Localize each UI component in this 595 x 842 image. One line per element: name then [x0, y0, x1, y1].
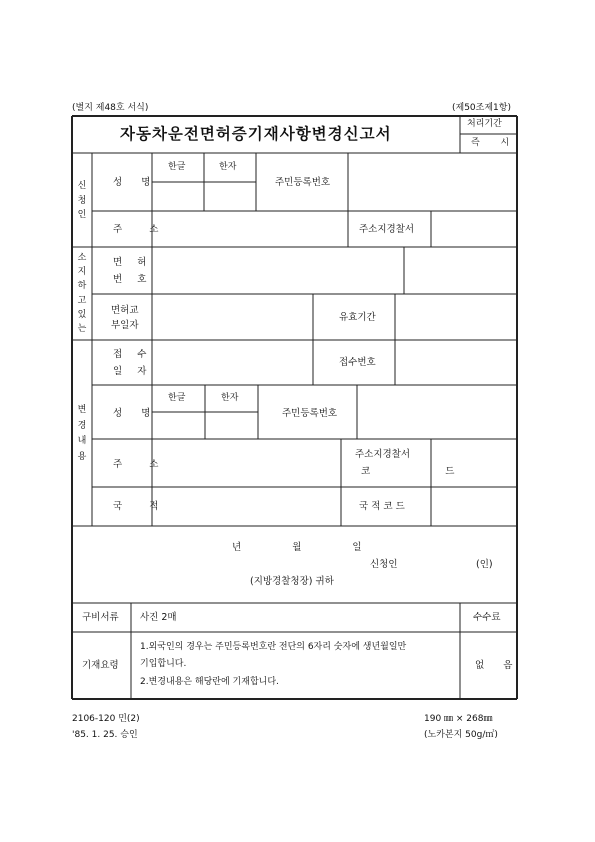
new-hanja-name-field[interactable] [206, 413, 257, 438]
nationality-label: 국 적 [113, 501, 171, 512]
seal-mark: (인) [476, 559, 493, 570]
instructions-label: 기재요령 [82, 660, 119, 671]
form-title: 자동차운전면허증기재사항변경신고서 [120, 125, 392, 143]
instruction-line-1: 1.외국인의 경우는 주민등록번호란 전단의 6자리 숫자에 생년월일만 [140, 642, 407, 652]
new-hangul-name-field[interactable] [153, 413, 204, 438]
hangul-label: 한글 [168, 162, 186, 172]
issue-date-label-2: 부일자 [111, 320, 139, 331]
processing-period-label: 처리기간 [467, 119, 502, 129]
receipt-number-field[interactable] [396, 341, 516, 384]
new-hanja-label: 한자 [221, 393, 239, 403]
form-code: 2106-120 민(2) [72, 714, 140, 724]
new-address-label: 주 소 [113, 459, 171, 470]
valid-period-field[interactable] [396, 295, 516, 339]
new-address-field[interactable] [153, 440, 340, 486]
section-change-details: 변 경 내 용 [77, 405, 87, 462]
receipt-date-label-1: 접 수 [113, 349, 153, 360]
new-name-label: 성 명 [113, 408, 159, 419]
license-number-label-1: 면 허 [113, 257, 153, 268]
license-number-label-2: 번 호 [113, 274, 153, 285]
fee-label: 수수료 [473, 612, 501, 623]
section-current-license: 소 지 하 고 있 는 [77, 253, 87, 334]
receipt-number-label: 접수번호 [339, 357, 376, 368]
issue-date-field[interactable] [153, 295, 312, 339]
paper-size: 190 ㎜ × 268㎜ [424, 714, 493, 724]
paper-type: (노카본지 50g/㎡) [424, 730, 498, 740]
receipt-date-label-2: 일 자 [113, 366, 153, 377]
issue-date-label-1: 면허교 [111, 305, 139, 316]
name-label: 성 명 [113, 177, 159, 188]
instruction-line-2: 기입합니다. [140, 659, 187, 669]
instruction-line-3: 2.변경내용은 해당란에 기재합니다. [140, 677, 279, 687]
valid-period-label: 유효기간 [339, 312, 376, 323]
nationality-code-label: 국 적 코 드 [359, 501, 405, 512]
new-resident-number-field[interactable] [358, 386, 516, 438]
required-documents-value: 사진 2매 [140, 612, 177, 623]
license-number-field[interactable] [153, 248, 403, 293]
police-office-label: 주소지경찰서 [359, 224, 415, 235]
fee-value: 없 음 [475, 660, 521, 671]
processing-period-value: 즉 시 [471, 138, 519, 148]
police-code-label-2: 코 드 [361, 466, 491, 477]
form-number: (별지 제48호 서식) [72, 103, 149, 113]
new-hangul-label: 한글 [168, 393, 186, 403]
hanja-name-field[interactable] [205, 183, 255, 210]
required-documents-label: 구비서류 [82, 612, 119, 623]
date-line: 년 월 일 [232, 542, 362, 553]
address-field[interactable] [153, 212, 347, 246]
police-code-label-1: 주소지경찰서 [355, 449, 411, 460]
applicant-signature-label: 신청인 [370, 559, 398, 570]
police-code-field[interactable] [432, 440, 516, 486]
hangul-name-field[interactable] [153, 183, 203, 210]
approval-date: '85. 1. 25. 승인 [72, 730, 138, 740]
nationality-code-field[interactable] [432, 488, 516, 525]
resident-number-field[interactable] [349, 154, 516, 210]
new-resident-number-label: 주민등록번호 [282, 408, 338, 419]
section-applicant: 신 청 인 [77, 180, 87, 221]
hanja-label: 한자 [219, 162, 237, 172]
address-label: 주 소 [113, 224, 171, 235]
resident-number-label: 주민등록번호 [275, 177, 331, 188]
nationality-field[interactable] [153, 488, 340, 525]
recipient-line: (지방경찰청장) 귀하 [250, 576, 334, 587]
license-number-extra-field[interactable] [405, 248, 516, 293]
article-reference: (제50조제1항) [452, 103, 511, 113]
police-office-field[interactable] [432, 212, 516, 246]
receipt-date-field[interactable] [153, 341, 312, 384]
